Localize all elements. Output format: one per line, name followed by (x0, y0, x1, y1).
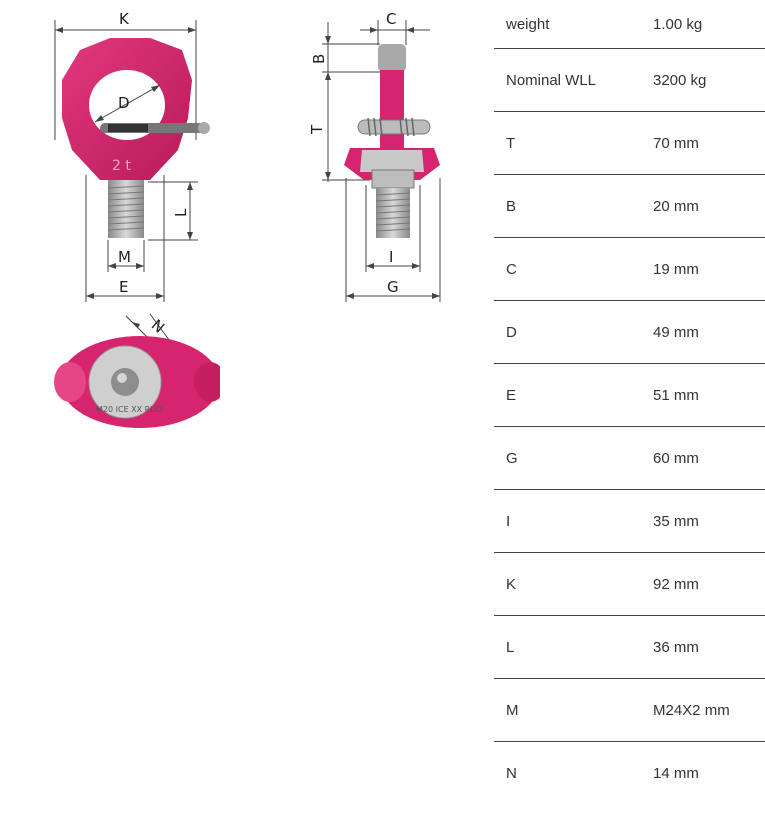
dim-label-b: B (310, 53, 328, 64)
spec-value: 49 mm (641, 301, 765, 364)
spec-label: E (494, 364, 641, 427)
side-view-drawing (300, 0, 470, 310)
spec-value: M24X2 mm (641, 679, 765, 742)
spec-value: 1.00 kg (641, 0, 765, 49)
spec-label: I (494, 490, 641, 553)
dim-label-n: N (147, 315, 168, 337)
spec-row (494, 238, 765, 301)
spec-label: T (494, 112, 641, 175)
spec-label: N (506, 764, 517, 782)
dim-label-m: M (118, 248, 131, 266)
spec-value: 36 mm (641, 616, 765, 679)
spec-value: 92 mm (641, 553, 765, 616)
spec-value: 20 mm (641, 175, 765, 238)
spec-value: 51 mm (641, 364, 765, 427)
spec-row (494, 49, 765, 112)
spec-value: 14 mm (653, 764, 699, 782)
spec-value: 70 mm (641, 112, 765, 175)
spec-row (494, 0, 765, 49)
spec-row (494, 616, 765, 679)
spec-value: 60 mm (641, 427, 765, 490)
dim-label-i: I (389, 248, 394, 266)
dim-label-g: G (387, 278, 399, 296)
dim-label-e: E (119, 278, 129, 296)
spec-row (494, 364, 765, 427)
spec-row (494, 301, 765, 364)
dim-label-d: D (118, 94, 130, 112)
dim-label-c: C (386, 10, 397, 28)
front-marking: 2 t (112, 158, 131, 174)
spec-label: C (494, 238, 641, 301)
dim-label-l: L (172, 208, 190, 217)
spec-label: Nominal WLL (494, 49, 641, 112)
spec-label: K (494, 553, 641, 616)
dim-label-t: T (308, 124, 326, 134)
spec-label: D (494, 301, 641, 364)
spec-label: L (494, 616, 641, 679)
spec-row (494, 490, 765, 553)
spec-label: M (494, 679, 641, 742)
spec-row (494, 679, 765, 742)
spec-row (494, 427, 765, 490)
spec-row (494, 553, 765, 616)
spec-value: 19 mm (641, 238, 765, 301)
spec-row (494, 175, 765, 238)
spec-value: 35 mm (641, 490, 765, 553)
top-view-drawing (50, 312, 220, 432)
spec-table (494, 0, 765, 804)
spec-value: 3200 kg (641, 49, 765, 112)
spec-label: B (494, 175, 641, 238)
spec-label: weight (494, 0, 641, 49)
top-engraving: M20 ICE XX RUD (96, 405, 163, 414)
front-view-drawing (0, 0, 240, 310)
dim-label-k: K (119, 10, 129, 28)
spec-row (494, 112, 765, 175)
spec-label: G (494, 427, 641, 490)
spec-row (494, 742, 765, 805)
